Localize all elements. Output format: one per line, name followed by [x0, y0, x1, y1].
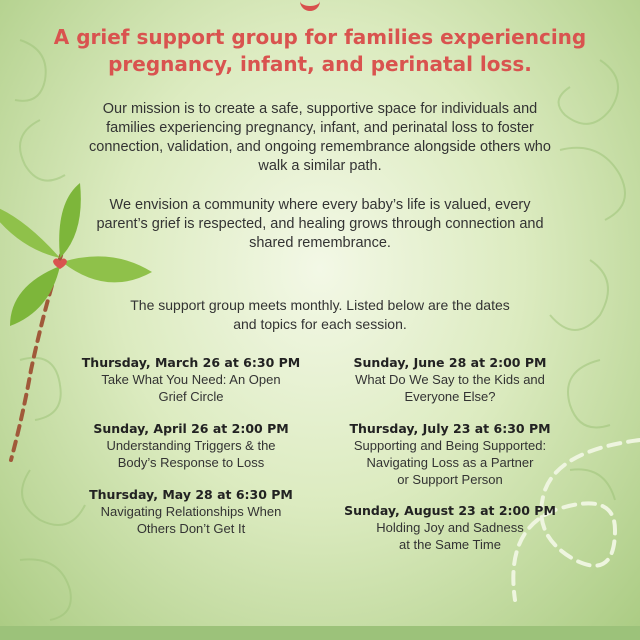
- session-july: [330, 420, 570, 488]
- vision-line: We envision a community where every baby’s life is valued, every: [109, 197, 531, 213]
- session-topic: at the Same Time: [399, 537, 501, 552]
- session-topic: Body’s Response to Loss: [117, 455, 265, 470]
- mission-line: families experiencing pregnancy, infant, and perinatal loss to foster: [106, 120, 534, 136]
- session-topic: Everyone Else?: [404, 389, 496, 404]
- title-fragment: [300, 0, 320, 11]
- tagline-line: pregnancy, infant, and perinatal loss.: [108, 52, 532, 76]
- session-march: [71, 354, 311, 405]
- mission-line: Our mission is to create a safe, supportive space for individuals and: [102, 101, 538, 117]
- session-date: Thursday, July 23 at 6:30 PM: [349, 421, 551, 436]
- vision-line: shared remembrance.: [249, 235, 391, 251]
- mission-line: walk a similar path.: [258, 158, 382, 174]
- session-topic: or Support Person: [397, 472, 503, 487]
- session-date: Thursday, May 28 at 6:30 PM: [89, 487, 293, 502]
- session-date: Thursday, March 26 at 6:30 PM: [81, 355, 301, 370]
- session-topic: Grief Circle: [158, 389, 224, 404]
- session-date: Sunday, August 23 at 2:00 PM: [344, 503, 556, 518]
- session-topic: Take What You Need: An Open: [101, 372, 281, 387]
- session-topic: Holding Joy and Sadness: [376, 520, 524, 535]
- vision-line: parent’s grief is respected, and healing grows through connection and: [96, 216, 544, 232]
- vision-paragraph: [78, 196, 562, 253]
- session-april: [71, 420, 311, 471]
- session-date: Sunday, June 28 at 2:00 PM: [353, 355, 547, 370]
- tagline: [20, 24, 620, 78]
- session-topic: Understanding Triggers & the: [106, 438, 276, 453]
- session-topic: Navigating Loss as a Partner: [366, 455, 534, 470]
- session-may: [71, 486, 311, 537]
- mission-line: connection, validation, and ongoing remembrance alongside others who: [89, 139, 551, 155]
- session-topic: Supporting and Being Supported:: [353, 438, 547, 453]
- tagline-line: A grief support group for families experiencing: [53, 25, 587, 49]
- session-topic: Navigating Relationships When: [100, 504, 282, 519]
- session-topic: Others Don’t Get It: [136, 521, 246, 536]
- mission-paragraph: [78, 100, 562, 176]
- session-june: [330, 354, 570, 405]
- intro-line: The support group meets monthly. Listed below are the dates: [130, 297, 510, 313]
- schedule-intro: [100, 296, 540, 334]
- intro-line: and topics for each session.: [233, 316, 407, 332]
- session-topic: What Do We Say to the Kids and: [355, 372, 545, 387]
- session-date: Sunday, April 26 at 2:00 PM: [93, 421, 289, 436]
- session-august: [330, 502, 570, 553]
- bottom-bar: [0, 626, 640, 640]
